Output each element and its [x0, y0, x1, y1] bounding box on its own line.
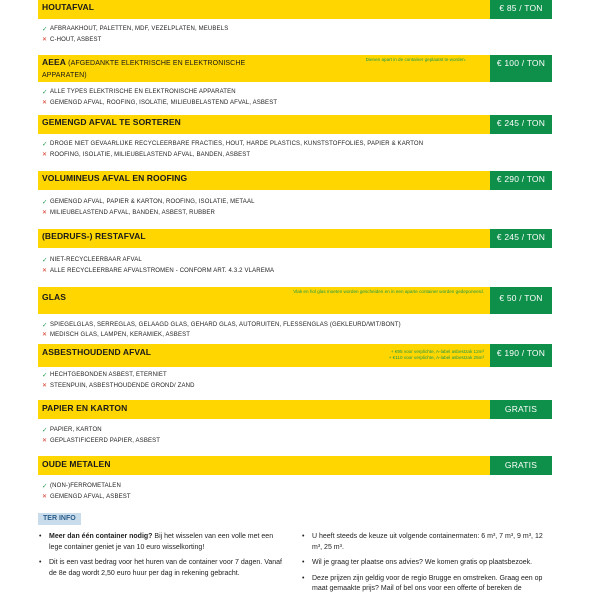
allowed-item: ✓ (NON-)FERROMETALEN — [42, 482, 121, 490]
section-aeea — [38, 55, 552, 108]
check-icon: ✓ — [42, 371, 48, 379]
section-note: Dienen apart in de container geplaatst te worden. — [365, 57, 466, 62]
section-title: ASBESTHOUDEND AFVAL — [42, 347, 152, 357]
bullet-icon: • — [302, 559, 305, 566]
price-badge: GRATIS — [490, 400, 552, 419]
check-icon: ✓ — [42, 482, 48, 490]
section-papier-en-karton — [38, 400, 552, 446]
allowed-item: ✓ HECHTGEBONDEN ASBEST, ETERNIET — [42, 371, 167, 379]
section-houtafval — [38, 0, 552, 45]
allowed-item: ✓ DROGE NIET GEVAARLIJKE RECYCLEERBARE FRACTIES, HOUT, HARDE PLASTICS, KUNSTSTOFFOLIES, PAPIER & KARTON — [42, 140, 424, 148]
price-badge: GRATIS — [490, 456, 552, 475]
cross-icon: ✕ — [42, 152, 48, 158]
price-badge: € 245 / TON — [490, 229, 552, 248]
info-bullet: • Dit is een vast bedrag voor het huren van de container voor 7 dagen. Vanaf de 8e dag wordt 2,50 euro huur per dag in rekening gebracht. — [39, 559, 282, 577]
forbidden-item: ✕ ALLE RECYCLEERBARE AFVALSTROMEN - CONFORM ART. 4.3.2 VLAREMA — [42, 267, 275, 274]
cross-icon: ✕ — [42, 210, 48, 216]
section-title: HOUTAFVAL — [42, 2, 95, 12]
section-header — [38, 0, 552, 19]
check-icon: ✓ — [42, 198, 48, 206]
price-badge: € 50 / TON — [490, 287, 552, 314]
section-title: GLAS — [42, 292, 67, 302]
check-icon: ✓ — [42, 321, 48, 329]
section-oude-metalen — [38, 456, 552, 502]
bullet-icon: • — [39, 533, 42, 540]
forbidden-item: ✕ MEDISCH GLAS, LAMPEN, KERAMIEK, ASBEST — [42, 331, 191, 338]
cross-icon: ✕ — [42, 37, 48, 43]
section-title: PAPIER EN KARTON — [42, 403, 128, 413]
forbidden-item: ✕ STEENPUIN, ASBESTHOUDENDE GROND/ ZAND — [42, 382, 195, 389]
check-icon: ✓ — [42, 25, 48, 33]
section-title: VOLUMINEUS AFVAL EN ROOFING — [42, 173, 188, 183]
forbidden-item: ✕ GEMENGD AFVAL, ASBEST — [42, 493, 131, 500]
forbidden-item: ✕ ROOFING, ISOLATIE, MILIEUBELASTEND AFVAL, BANDEN, ASBEST — [42, 151, 251, 158]
cross-icon: ✕ — [42, 438, 48, 444]
section-title: AEEA (AFGEDANKTE ELEKTRISCHE EN ELEKTRONISCHE APPARATEN) — [42, 57, 246, 79]
section-asbesthoudend-afval — [38, 344, 552, 391]
info-bullet: • Meer dan één container nodig? Bij het wisselen van een volle met een lege container geniet je van 10 euro wisselkorting! — [39, 533, 274, 551]
bullet-icon: • — [302, 533, 305, 540]
info-bullet: • Deze prijzen zijn geldig voor de regio Brugge en omstreken. Graag een op maat gemaakte prijs? Mail of bel ons voor een offerte of bereken de — [302, 574, 543, 592]
allowed-item: ✓ AFBRAAKHOUT, PALETTEN, MDF, VEZELPLATEN, MEUBELS — [42, 25, 229, 33]
allowed-item: ✓ NIET-RECYCLEERBAAR AFVAL — [42, 256, 142, 264]
allowed-item: ✓ SPIEGELGLAS, SERREGLAS, GELAAGD GLAS, GEHARD GLAS, AUTORUITEN, FLESSENGLAS (GEKLEURD/WIT/BONT) — [42, 321, 401, 329]
check-icon: ✓ — [42, 256, 48, 264]
section-subtitle: (AFGEDANKTE ELEKTRISCHE EN ELEKTRONISCHE APPARATEN) — [42, 60, 246, 79]
section-title: GEMENGD AFVAL TE SORTEREN — [42, 117, 181, 127]
forbidden-item: ✕ GEMENGD AFVAL, ROOFING, ISOLATIE, MILIEUBELASTEND AFVAL, ASBEST — [42, 99, 278, 106]
bullet-icon: • — [302, 574, 305, 582]
section-header — [38, 229, 552, 248]
info-bullet: • Wil je graag ter plaatse ons advies? We komen gratis op plaatsbezoek. — [301, 558, 553, 569]
bullet-icon: • — [39, 559, 42, 566]
info-right-column — [301, 532, 553, 600]
allowed-item: ✓ GEMENGD AFVAL, PAPIER & KARTON, ROOFING, ISOLATIE, METAAL — [42, 198, 255, 206]
section-header — [38, 115, 552, 134]
section-gemengd-afval — [38, 115, 552, 160]
section-header — [38, 400, 552, 419]
cross-icon: ✕ — [42, 100, 48, 106]
section-volumineus-afval — [38, 171, 552, 218]
info-title: TER INFO — [38, 513, 81, 525]
forbidden-item: ✕ C-HOUT, ASBEST — [42, 36, 102, 43]
section-header — [38, 171, 552, 190]
cross-icon: ✕ — [42, 268, 48, 274]
allowed-item: ✓ PAPIER, KARTON — [42, 426, 102, 434]
price-badge: € 85 / TON — [490, 0, 552, 19]
section-header — [38, 55, 552, 82]
info-left-column — [38, 532, 286, 584]
price-badge: € 100 / TON — [490, 55, 552, 82]
check-icon: ✓ — [42, 140, 48, 148]
cross-icon: ✕ — [42, 494, 48, 500]
check-icon: ✓ — [42, 426, 48, 434]
price-badge: € 290 / TON — [490, 171, 552, 190]
section-title: OUDE METALEN — [42, 459, 111, 469]
info-bullet: • U heeft steeds de keuze uit volgende containermaten: 6 m³, 7 m³, 9 m³, 12 m³, 25 m³. — [302, 533, 543, 551]
section-header — [38, 456, 552, 475]
cross-icon: ✕ — [42, 332, 48, 338]
section-restafval — [38, 229, 552, 276]
forbidden-item: ✕ MILIEUBELASTEND AFVAL, BANDEN, ASBEST, RUBBER — [42, 209, 216, 216]
allowed-item: ✓ ALLE TYPES ELEKTRISCHE EN ELEKTRONISCHE APPARATEN — [42, 88, 236, 96]
section-header — [38, 344, 552, 367]
forbidden-item: ✕ GEPLASTIFICEERD PAPIER, ASBEST — [42, 437, 161, 444]
section-header — [38, 287, 552, 314]
section-title: (BEDRUFS-) RESTAFVAL — [42, 231, 146, 241]
price-badge: € 190 / TON — [490, 344, 552, 367]
cross-icon: ✕ — [42, 383, 48, 389]
section-glas — [38, 287, 552, 339]
price-badge: € 245 / TON — [490, 115, 552, 134]
section-note: Vlak en hol glas moeten worden gescheiden en in een aparte container worden gedeponeerd. — [293, 289, 484, 294]
check-icon: ✓ — [42, 88, 48, 96]
section-note: + €95 voor verplichte, A-label asbestzak 12m³ + €110 voor verplichte, A-label asbestzak 25m³ — [388, 349, 484, 360]
